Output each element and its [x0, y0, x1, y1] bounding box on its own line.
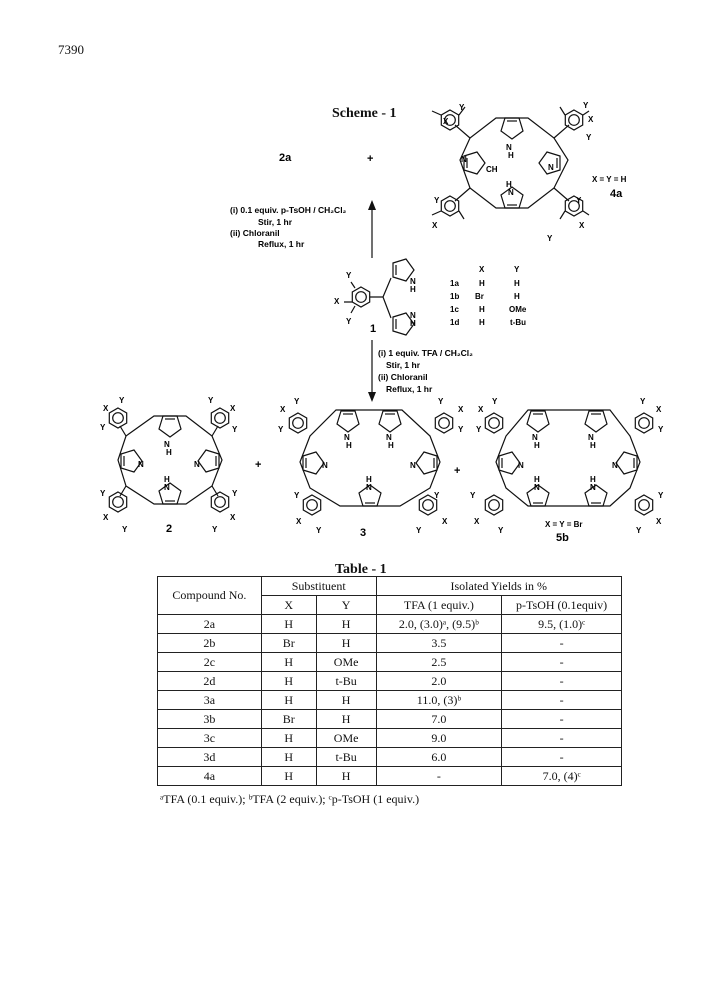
table-row: 2a H H 2.0, (3.0)ᵃ, (9.5)ᵇ 9.5, (1.0)ᶜ: [158, 615, 622, 634]
compound-3-structure: [289, 410, 452, 515]
svg-text:Br: Br: [475, 292, 484, 301]
svg-text:H: H: [534, 475, 540, 484]
svg-text:X: X: [478, 405, 484, 414]
svg-text:Y: Y: [492, 397, 498, 406]
svg-text:X: X: [296, 517, 302, 526]
svg-text:Y: Y: [458, 425, 464, 434]
svg-text:H: H: [590, 441, 596, 450]
svg-text:X: X: [656, 405, 662, 414]
svg-text:H: H: [590, 475, 596, 484]
svg-text:X: X: [588, 115, 594, 124]
compound-1-structure: [344, 259, 414, 335]
svg-text:N: N: [410, 311, 416, 320]
condition-bottom-2: Stir, 1 hr: [386, 360, 421, 370]
compound-5b-structure: [485, 410, 652, 515]
condition-bottom-3: (ii) Chloranil: [378, 372, 428, 382]
svg-text:H: H: [410, 319, 416, 328]
svg-text:Y: Y: [547, 234, 553, 243]
table-footnote: ᵃTFA (0.1 equiv.); ᵇTFA (2 equiv.); ᶜp-TsOH (1 equiv.): [160, 792, 420, 806]
svg-text:Y: Y: [208, 396, 214, 405]
svg-text:N: N: [410, 461, 416, 470]
svg-text:N: N: [506, 143, 512, 152]
svg-text:X: X: [230, 404, 236, 413]
compound-4a-structure: [432, 107, 589, 219]
svg-text:N: N: [590, 483, 596, 492]
svg-text:Y: Y: [278, 425, 284, 434]
svg-text:OMe: OMe: [509, 305, 527, 314]
svg-text:N: N: [322, 461, 328, 470]
svg-text:Y: Y: [583, 101, 589, 110]
svg-text:N: N: [386, 433, 392, 442]
table-header-row: [158, 577, 622, 596]
condition-top-3: (ii) Chloranil: [230, 228, 280, 238]
substituent-key: [450, 279, 527, 327]
compound-4a-label: 4a: [610, 188, 623, 200]
svg-text:N: N: [534, 483, 540, 492]
svg-text:Y: Y: [119, 396, 125, 405]
svg-text:Y: Y: [100, 423, 106, 432]
header-y: Y: [316, 596, 376, 615]
svg-text:+: +: [454, 465, 461, 477]
table-row: 2c H OMe 2.5 -: [158, 653, 622, 672]
svg-text:N: N: [164, 483, 170, 492]
svg-text:H: H: [514, 292, 520, 301]
compound-2-label: 2: [166, 523, 173, 535]
svg-text:+: +: [255, 459, 262, 471]
key-header-x: X: [479, 265, 485, 274]
svg-text:H: H: [506, 180, 512, 189]
svg-text:Y: Y: [212, 525, 218, 534]
condition-top-2: Stir, 1 hr: [258, 217, 293, 227]
svg-text:N: N: [410, 277, 416, 286]
svg-text:X: X: [103, 404, 109, 413]
svg-text:N: N: [194, 460, 200, 469]
header-x: X: [261, 596, 316, 615]
svg-text:Y: Y: [640, 397, 646, 406]
svg-text:N: N: [508, 188, 514, 197]
svg-text:Y: Y: [434, 491, 440, 500]
svg-text:H: H: [388, 441, 394, 450]
svg-text:Y: Y: [470, 491, 476, 500]
table-title: Table - 1: [335, 562, 387, 577]
svg-text:H: H: [166, 448, 172, 457]
svg-text:N: N: [366, 483, 372, 492]
svg-text:Y: Y: [100, 489, 106, 498]
svg-text:Y: Y: [658, 491, 664, 500]
svg-text:Y: Y: [636, 526, 642, 535]
svg-text:t-Bu: t-Bu: [510, 318, 526, 327]
svg-text:Y: Y: [586, 133, 592, 142]
key-header-y: Y: [514, 265, 520, 274]
compound-1-label: 1: [370, 323, 377, 335]
scheme-title: Scheme - 1: [332, 106, 397, 121]
svg-text:1a: 1a: [450, 279, 459, 288]
svg-text:X: X: [579, 221, 585, 230]
plus-sign: +: [367, 153, 374, 165]
condition-top-1: (i) 0.1 equiv. p-TsOH / CH₂Cl₂: [230, 205, 347, 215]
svg-text:X: X: [656, 517, 662, 526]
svg-text:Y: Y: [438, 397, 444, 406]
svg-text:H: H: [346, 441, 352, 450]
svg-text:N: N: [138, 460, 144, 469]
header-tfa: TFA (1 equiv.): [376, 596, 502, 615]
svg-text:H: H: [534, 441, 540, 450]
table-row: 4a H H - 7.0, (4)ᶜ: [158, 767, 622, 786]
ch-label: CH: [486, 165, 498, 174]
svg-text:H: H: [479, 279, 485, 288]
condition-top-4: Reflux, 1 hr: [258, 239, 305, 249]
svg-text:Y: Y: [294, 491, 300, 500]
condition-bottom-1: (i) 1 equiv. TFA / CH₂Cl₂: [378, 348, 473, 358]
page-number: 7390: [58, 42, 84, 57]
svg-text:1d: 1d: [450, 318, 460, 327]
compound-3-label: 3: [360, 527, 367, 539]
svg-text:Y: Y: [346, 271, 352, 280]
svg-text:N: N: [612, 461, 618, 470]
svg-text:X: X: [103, 513, 109, 522]
header-isolated-yields: Isolated Yields in %: [376, 577, 621, 596]
svg-text:N: N: [548, 163, 554, 172]
svg-text:Y: Y: [434, 196, 440, 205]
svg-text:H: H: [514, 279, 520, 288]
svg-text:Y: Y: [476, 425, 482, 434]
svg-text:Y: Y: [294, 397, 300, 406]
compound-2-structure: [109, 408, 228, 512]
svg-text:N: N: [588, 433, 594, 442]
svg-text:1b: 1b: [450, 292, 460, 301]
svg-text:N: N: [344, 433, 350, 442]
svg-text:N: N: [461, 155, 467, 164]
svg-text:Y: Y: [459, 103, 465, 112]
svg-text:Y: Y: [576, 196, 582, 205]
condition-bottom-4: Reflux, 1 hr: [386, 384, 433, 394]
table-row: 2b Br H 3.5 -: [158, 634, 622, 653]
svg-text:X: X: [230, 513, 236, 522]
svg-text:Y: Y: [346, 317, 352, 326]
svg-text:Y: Y: [122, 525, 128, 534]
product-2a-label: 2a: [279, 152, 292, 164]
svg-text:X: X: [474, 517, 480, 526]
svg-text:Y: Y: [498, 526, 504, 535]
svg-text:N: N: [532, 433, 538, 442]
compound-4a-note: X = Y = H: [592, 175, 627, 184]
table-row: 3b Br H 7.0 -: [158, 710, 622, 729]
svg-text:H: H: [479, 318, 485, 327]
svg-text:Y: Y: [316, 526, 322, 535]
svg-text:Y: Y: [232, 489, 238, 498]
svg-text:X: X: [432, 221, 438, 230]
table-row: 3d H t-Bu 6.0 -: [158, 748, 622, 767]
svg-text:H: H: [508, 151, 514, 160]
svg-text:X: X: [334, 297, 340, 306]
svg-text:X: X: [280, 405, 286, 414]
svg-text:Y: Y: [658, 425, 664, 434]
table-row: 3c H OMe 9.0 -: [158, 729, 622, 748]
svg-text:N: N: [164, 440, 170, 449]
svg-text:H: H: [479, 305, 485, 314]
svg-text:H: H: [366, 475, 372, 484]
svg-text:X: X: [442, 517, 448, 526]
svg-text:H: H: [410, 285, 416, 294]
svg-text:N: N: [518, 461, 524, 470]
header-substituent: Substituent: [261, 577, 376, 596]
atom-x: X: [443, 117, 449, 126]
svg-text:H: H: [164, 475, 170, 484]
table-row: 2d H t-Bu 2.0 -: [158, 672, 622, 691]
header-compound-no: Compound No.: [158, 577, 262, 615]
svg-text:X: X: [458, 405, 464, 414]
svg-text:Y: Y: [232, 425, 238, 434]
yields-table: [157, 576, 622, 786]
compound-5b-note: X = Y = Br: [545, 520, 583, 529]
svg-text:1c: 1c: [450, 305, 459, 314]
compound-5b-label: 5b: [556, 532, 569, 544]
table-row: 3a H H 11.0, (3)ᵇ -: [158, 691, 622, 710]
pyrrole-ring: [501, 118, 523, 139]
svg-text:Y: Y: [416, 526, 422, 535]
header-ptsoh: p-TsOH (0.1equiv): [502, 596, 622, 615]
